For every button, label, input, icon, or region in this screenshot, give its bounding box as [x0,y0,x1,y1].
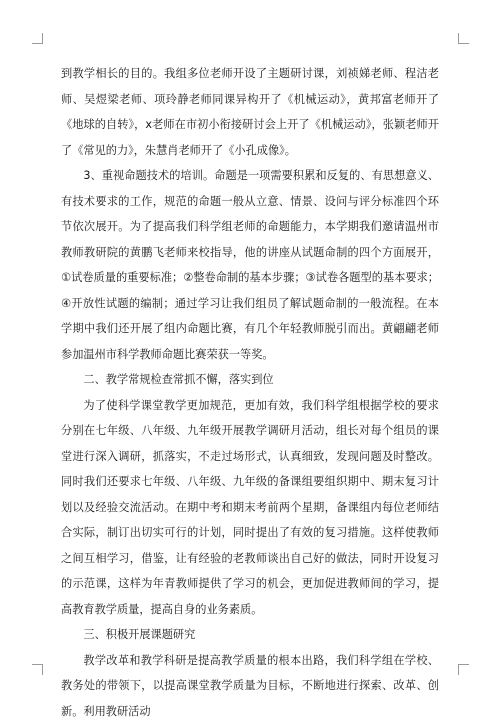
section-heading-routine-checks: 二、教学常规检查常抓不懈，落实到位 [61,367,439,393]
paragraph-routine-checks: 为了使科学课堂教学更加规范，更加有效，我们科学组根据学校的要求分别在七年级、八年级、九年级开展教学调研月活动，组长对每个组员的课堂进行深入调研，抓落实，不走过场形式，认真细致，发现问题及时整改。同时我们还要求七年级、八年级、九年级的备课组要组织期中、期末复习计划以及经验交流活动。在期中考和期末考前两个星期，备课组内每位老师结合实际，制订出切实可行的计划，同时提出了有效的复习措施。这样使教师之间互相学习，借鉴，让有经验的老教师谈出自己好的做法，同时开设复习的示范课，这样为年青教师提供了学习的机会，更加促进教师间的学习，提高教育教学质量，提高自身的业务素质。 [61,393,439,623]
paragraph-research: 教学改革和教学科研是提高教学质量的根本出路，我们科学组在学校、教务处的带领下，以提高课堂教学质量为目标，不断地进行探索、改革、创新。利用教研活动 [61,648,439,724]
section-heading-research: 三、积极开展课题研究 [61,622,439,648]
paragraph-continued: 到教学相长的目的。我组多位老师开设了主题研讨课，刘祯娣老师、程洁老师、吴煜梁老师、项玲静老师同课异构开了《机械运动》，黄邦富老师开了《地球的自转》，x老师在市初小衔接研讨会上开了《机械运动》，张颖老师开了《常见的力》，朱慧肖老师开了《小孔成像》。 [61,61,439,163]
paragraph-exam-training: 3、重视命题技术的培训。命题是一项需要积累和反复的、有思想意义、有技术要求的工作，规范的命题一般从立意、情景、设问与评分标准四个环节依次展开。为了提高我们科学组老师的命题能力，本学期我们邀请温州市教师教研院的黄鹏飞老师来校指导，他的讲座从试题命制的四个方面展开，①试卷质量的重要标准；②整卷命制的基本步骤；③试卷各题型的基本要求；④开放性试题的编制；通过学习让我们组员了解试题命制的一般流程。在本学期中我们还开展了组内命题比赛，有几个年轻教师脱引而出。黄翩翩老师参加温州市科学教师命题比赛荣获一等奖。 [61,163,439,367]
crop-mark-bottom-left [32,664,43,675]
crop-mark-top-right [458,33,469,44]
crop-mark-bottom-right [458,664,469,675]
crop-mark-top-left [32,33,43,44]
document-body [61,61,439,724]
